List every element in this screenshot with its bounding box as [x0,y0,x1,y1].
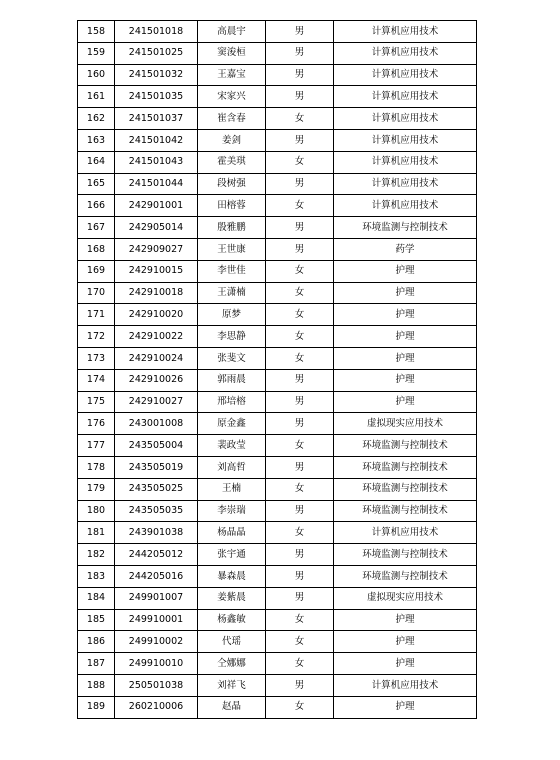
student-name-cell: 霍美琪 [198,151,266,173]
student-id-cell: 241501018 [115,21,198,43]
student-name-cell: 王世康 [198,238,266,260]
student-name-cell: 原金鑫 [198,413,266,435]
major-cell: 计算机应用技术 [334,674,477,696]
student-id-cell: 242905014 [115,217,198,239]
student-name-cell: 刘祥飞 [198,674,266,696]
gender-cell: 女 [266,696,334,718]
row-number-cell: 175 [78,391,115,413]
table-row [78,238,477,260]
student-id-cell: 242910026 [115,369,198,391]
major-cell: 护理 [334,282,477,304]
row-number-cell: 180 [78,500,115,522]
student-name-cell: 王嘉宝 [198,64,266,86]
student-id-cell: 243505004 [115,435,198,457]
gender-cell: 男 [266,21,334,43]
student-id-cell: 241501043 [115,151,198,173]
row-number-cell: 173 [78,347,115,369]
student-id-cell: 249910002 [115,631,198,653]
table-row [78,326,477,348]
student-id-cell: 242901001 [115,195,198,217]
major-cell: 环境监测与控制技术 [334,544,477,566]
table-row [78,129,477,151]
major-cell: 护理 [334,326,477,348]
row-number-cell: 188 [78,674,115,696]
row-number-cell: 189 [78,696,115,718]
table-row [78,282,477,304]
major-cell: 环境监测与控制技术 [334,435,477,457]
student-name-cell: 高晨宇 [198,21,266,43]
major-cell: 计算机应用技术 [334,195,477,217]
row-number-cell: 161 [78,86,115,108]
table-row [78,631,477,653]
table-row [78,609,477,631]
major-cell: 计算机应用技术 [334,64,477,86]
major-cell: 环境监测与控制技术 [334,565,477,587]
major-cell: 护理 [334,631,477,653]
row-number-cell: 160 [78,64,115,86]
row-number-cell: 174 [78,369,115,391]
student-id-cell: 249901007 [115,587,198,609]
table-row [78,195,477,217]
table-row [78,108,477,130]
student-name-cell: 姜紫晨 [198,587,266,609]
table-row [78,21,477,43]
student-name-cell: 刘高哲 [198,456,266,478]
table-row [78,565,477,587]
student-id-cell: 242910020 [115,304,198,326]
major-cell: 计算机应用技术 [334,21,477,43]
student-id-cell: 243901038 [115,522,198,544]
table-row [78,413,477,435]
row-number-cell: 168 [78,238,115,260]
row-number-cell: 162 [78,108,115,130]
major-cell: 计算机应用技术 [334,108,477,130]
student-name-cell: 杨鑫敏 [198,609,266,631]
gender-cell: 男 [266,64,334,86]
student-id-cell: 241501035 [115,86,198,108]
student-name-cell: 邢培榕 [198,391,266,413]
student-name-cell: 代瑶 [198,631,266,653]
student-name-cell: 杨晶晶 [198,522,266,544]
student-name-cell: 段树强 [198,173,266,195]
row-number-cell: 169 [78,260,115,282]
table-row [78,500,477,522]
table-row [78,435,477,457]
row-number-cell: 187 [78,653,115,675]
student-name-cell: 张宇通 [198,544,266,566]
row-number-cell: 185 [78,609,115,631]
table-row [78,544,477,566]
gender-cell: 男 [266,565,334,587]
gender-cell: 男 [266,391,334,413]
row-number-cell: 177 [78,435,115,457]
major-cell: 计算机应用技术 [334,42,477,64]
gender-cell: 女 [266,478,334,500]
major-cell: 药学 [334,238,477,260]
row-number-cell: 178 [78,456,115,478]
gender-cell: 女 [266,282,334,304]
student-id-cell: 243505025 [115,478,198,500]
student-name-cell: 王潇楠 [198,282,266,304]
table-row [78,260,477,282]
major-cell: 护理 [334,653,477,675]
row-number-cell: 176 [78,413,115,435]
student-name-cell: 郭雨晨 [198,369,266,391]
row-number-cell: 158 [78,21,115,43]
gender-cell: 男 [266,129,334,151]
table-row [78,369,477,391]
table-row [78,653,477,675]
table-row [78,674,477,696]
roster-table-body [78,21,477,719]
table-row [78,391,477,413]
major-cell: 计算机应用技术 [334,173,477,195]
student-id-cell: 241501032 [115,64,198,86]
row-number-cell: 170 [78,282,115,304]
gender-cell: 男 [266,500,334,522]
gender-cell: 男 [266,217,334,239]
student-id-cell: 241501042 [115,129,198,151]
table-row [78,587,477,609]
student-id-cell: 242910027 [115,391,198,413]
gender-cell: 男 [266,456,334,478]
gender-cell: 女 [266,631,334,653]
row-number-cell: 183 [78,565,115,587]
student-name-cell: 裴政莹 [198,435,266,457]
student-id-cell: 242910024 [115,347,198,369]
student-name-cell: 李世佳 [198,260,266,282]
row-number-cell: 165 [78,173,115,195]
student-id-cell: 243001008 [115,413,198,435]
student-id-cell: 249910010 [115,653,198,675]
major-cell: 计算机应用技术 [334,86,477,108]
gender-cell: 女 [266,609,334,631]
major-cell: 护理 [334,260,477,282]
student-name-cell: 田榕蓉 [198,195,266,217]
student-name-cell: 殷雅鹏 [198,217,266,239]
student-id-cell: 250501038 [115,674,198,696]
gender-cell: 女 [266,653,334,675]
major-cell: 护理 [334,304,477,326]
gender-cell: 女 [266,195,334,217]
major-cell: 环境监测与控制技术 [334,500,477,522]
table-row [78,217,477,239]
student-id-cell: 242910015 [115,260,198,282]
major-cell: 环境监测与控制技术 [334,456,477,478]
row-number-cell: 167 [78,217,115,239]
student-name-cell: 姜剑 [198,129,266,151]
student-id-cell: 242910018 [115,282,198,304]
gender-cell: 男 [266,544,334,566]
table-row [78,347,477,369]
gender-cell: 女 [266,151,334,173]
major-cell: 护理 [334,347,477,369]
row-number-cell: 166 [78,195,115,217]
row-number-cell: 164 [78,151,115,173]
table-row [78,456,477,478]
gender-cell: 男 [266,369,334,391]
student-name-cell: 赵晶 [198,696,266,718]
student-id-cell: 242910022 [115,326,198,348]
student-name-cell: 暴森晨 [198,565,266,587]
gender-cell: 男 [266,587,334,609]
table-row [78,304,477,326]
student-id-cell: 244205012 [115,544,198,566]
student-id-cell: 260210006 [115,696,198,718]
row-number-cell: 172 [78,326,115,348]
row-number-cell: 182 [78,544,115,566]
row-number-cell: 186 [78,631,115,653]
gender-cell: 女 [266,522,334,544]
table-row [78,64,477,86]
major-cell: 虚拟现实应用技术 [334,587,477,609]
major-cell: 护理 [334,369,477,391]
gender-cell: 女 [266,108,334,130]
row-number-cell: 163 [78,129,115,151]
major-cell: 护理 [334,609,477,631]
row-number-cell: 171 [78,304,115,326]
student-id-cell: 242909027 [115,238,198,260]
student-name-cell: 李思静 [198,326,266,348]
gender-cell: 男 [266,173,334,195]
student-roster-table [77,20,477,719]
major-cell: 计算机应用技术 [334,151,477,173]
major-cell: 环境监测与控制技术 [334,217,477,239]
student-id-cell: 244205016 [115,565,198,587]
gender-cell: 女 [266,304,334,326]
student-id-cell: 241501044 [115,173,198,195]
student-name-cell: 仝娜娜 [198,653,266,675]
student-id-cell: 243505035 [115,500,198,522]
table-row [78,42,477,64]
table-row [78,86,477,108]
student-name-cell: 崔含春 [198,108,266,130]
major-cell: 计算机应用技术 [334,522,477,544]
gender-cell: 女 [266,260,334,282]
table-row [78,151,477,173]
gender-cell: 男 [266,674,334,696]
major-cell: 计算机应用技术 [334,129,477,151]
student-name-cell: 李崇瑞 [198,500,266,522]
major-cell: 护理 [334,696,477,718]
table-row [78,696,477,718]
table-row [78,173,477,195]
student-name-cell: 张斐文 [198,347,266,369]
gender-cell: 男 [266,413,334,435]
gender-cell: 女 [266,435,334,457]
row-number-cell: 184 [78,587,115,609]
student-name-cell: 窦浚桓 [198,42,266,64]
row-number-cell: 159 [78,42,115,64]
student-name-cell: 王楠 [198,478,266,500]
major-cell: 护理 [334,391,477,413]
student-id-cell: 241501037 [115,108,198,130]
gender-cell: 女 [266,347,334,369]
row-number-cell: 181 [78,522,115,544]
student-name-cell: 原梦 [198,304,266,326]
table-row [78,522,477,544]
gender-cell: 男 [266,86,334,108]
row-number-cell: 179 [78,478,115,500]
student-name-cell: 宋家兴 [198,86,266,108]
student-id-cell: 241501025 [115,42,198,64]
gender-cell: 男 [266,238,334,260]
gender-cell: 女 [266,326,334,348]
student-id-cell: 249910001 [115,609,198,631]
gender-cell: 男 [266,42,334,64]
major-cell: 虚拟现实应用技术 [334,413,477,435]
major-cell: 环境监测与控制技术 [334,478,477,500]
student-id-cell: 243505019 [115,456,198,478]
table-row [78,478,477,500]
